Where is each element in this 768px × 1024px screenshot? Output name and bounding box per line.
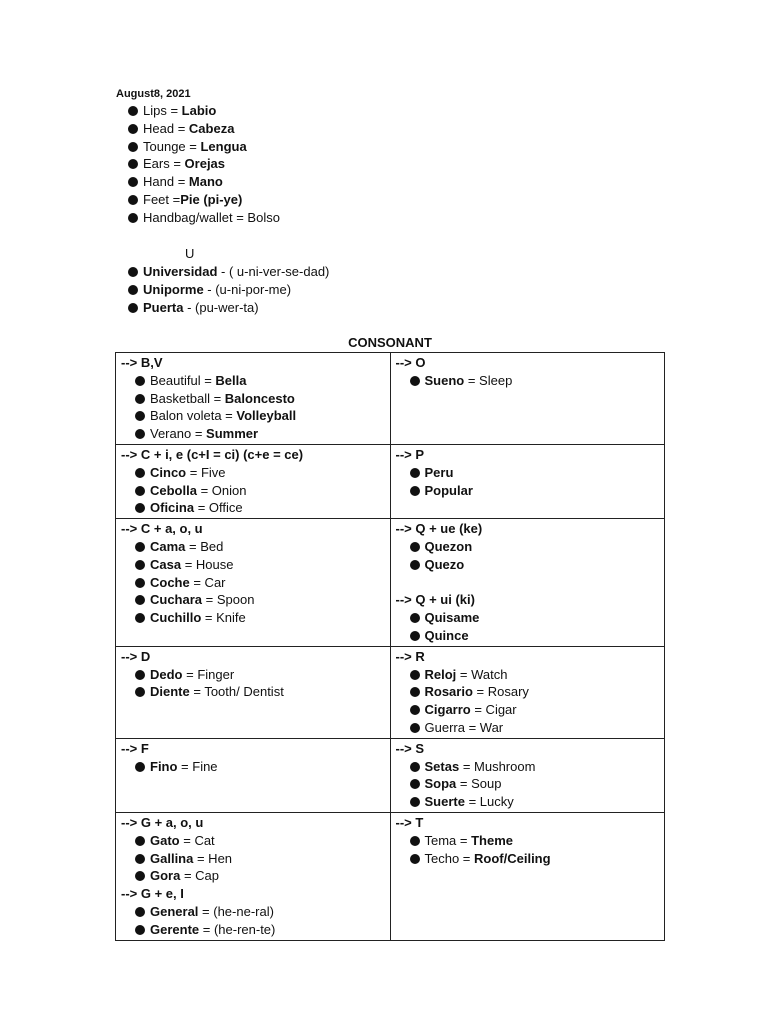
table-cell <box>390 812 665 940</box>
list-item: Cuchara = Spoon <box>135 591 386 609</box>
word-list <box>410 758 661 811</box>
list-item: Balon voleta = Volleyball <box>135 407 386 425</box>
table-cell <box>390 444 665 518</box>
list-item: Peru <box>410 464 661 482</box>
table-row <box>116 646 665 738</box>
list-item: Quezo <box>410 556 661 574</box>
list-item: Cama = Bed <box>135 538 386 556</box>
word-list <box>410 666 661 737</box>
list-item: Cuchillo = Knife <box>135 609 386 627</box>
date-heading: August8, 2021 <box>116 88 191 100</box>
list-item: Quezon <box>410 538 661 556</box>
table-row <box>116 812 665 940</box>
consonant-heading: --> T <box>395 814 424 830</box>
list-item: Head = Cabeza <box>128 120 280 138</box>
list-item: Oficina = Office <box>135 499 386 517</box>
list-item: Sopa = Soup <box>410 775 661 793</box>
table-title: CONSONANT <box>348 335 432 350</box>
list-item: Lips = Labio <box>128 102 280 120</box>
consonant-heading: --> Q + ue (ke) <box>395 521 483 537</box>
list-item: Setas = Mushroom <box>410 758 661 776</box>
table-row <box>116 519 665 647</box>
table-cell <box>116 444 391 518</box>
list-item: Handbag/wallet = Bolso <box>128 209 280 227</box>
consonant-heading: --> G + e, I <box>121 886 184 902</box>
list-item: Quisame <box>410 609 661 627</box>
list-item: Cebolla = Onion <box>135 482 386 500</box>
list-item: Gerente = (he-ren-te) <box>135 921 386 939</box>
spacer <box>396 574 661 592</box>
list-item: Gato = Cat <box>135 832 386 850</box>
list-item: Fino = Fine <box>135 758 386 776</box>
list-item: Popular <box>410 482 661 500</box>
list-item: Cinco = Five <box>135 464 386 482</box>
list-item: Beautiful = Bella <box>135 372 386 390</box>
word-list <box>410 609 661 645</box>
u-letter-label: U <box>185 246 195 261</box>
list-item: Puerta - (pu-wer-ta) <box>128 299 329 317</box>
consonant-heading: --> F <box>121 740 149 756</box>
word-list <box>135 666 386 702</box>
consonant-heading: --> C + i, e (c+I = ci) (c+e = ce) <box>121 446 304 462</box>
table-cell <box>390 353 665 445</box>
table-cell <box>116 353 391 445</box>
consonant-table <box>115 352 665 941</box>
list-item: Tema = Theme <box>410 832 661 850</box>
table-row <box>116 444 665 518</box>
list-item: Reloj = Watch <box>410 666 661 684</box>
table-cell <box>116 519 391 647</box>
word-list <box>410 372 661 390</box>
consonant-heading: --> Q + ui (ki) <box>395 592 475 608</box>
list-item: Quince <box>410 627 661 645</box>
list-item: Rosario = Rosary <box>410 683 661 701</box>
table-row <box>116 738 665 812</box>
table-cell <box>390 519 665 647</box>
list-item: Coche = Car <box>135 574 386 592</box>
list-item: General = (he-ne-ral) <box>135 903 386 921</box>
list-item: Guerra = War <box>410 719 661 737</box>
table-cell <box>116 812 391 940</box>
table-cell <box>116 646 391 738</box>
word-list <box>135 832 386 885</box>
word-list <box>410 832 661 868</box>
list-item: Sueno = Sleep <box>410 372 661 390</box>
word-list <box>410 538 661 574</box>
consonant-heading: --> R <box>395 648 425 664</box>
list-item: Uniporme - (u-ni-por-me) <box>128 281 329 299</box>
list-item: Tounge = Lengua <box>128 138 280 156</box>
list-item: Dedo = Finger <box>135 666 386 684</box>
list-item: Verano = Summer <box>135 425 386 443</box>
table-cell <box>390 738 665 812</box>
list-item: Cigarro = Cigar <box>410 701 661 719</box>
consonant-heading: --> D <box>121 648 151 664</box>
word-list <box>410 464 661 500</box>
consonant-heading: --> C + a, o, u <box>121 521 203 537</box>
list-item: Ears = Orejas <box>128 155 280 173</box>
table-row <box>116 353 665 445</box>
word-list <box>135 464 386 517</box>
list-item: Suerte = Lucky <box>410 793 661 811</box>
table-cell <box>116 738 391 812</box>
list-item: Basketball = Baloncesto <box>135 390 386 408</box>
consonant-heading: --> G + a, o, u <box>121 814 204 830</box>
list-item: Feet =Pie (pi-ye) <box>128 191 280 209</box>
consonant-heading: --> O <box>395 355 426 370</box>
table-cell <box>390 646 665 738</box>
consonant-heading: --> S <box>395 740 425 756</box>
word-list <box>135 903 386 939</box>
word-list <box>135 758 386 776</box>
list-item: Techo = Roof/Ceiling <box>410 850 661 868</box>
list-item: Hand = Mano <box>128 173 280 191</box>
list-item: Gallina = Hen <box>135 850 386 868</box>
list-item: Casa = House <box>135 556 386 574</box>
word-list <box>135 372 386 443</box>
list-item: Diente = Tooth/ Dentist <box>135 683 386 701</box>
body-parts-list <box>128 102 280 227</box>
word-list <box>135 538 386 627</box>
consonant-heading: --> P <box>395 446 425 462</box>
consonant-heading: --> B,V <box>121 355 163 370</box>
u-words-list <box>128 263 329 316</box>
list-item: Gora = Cap <box>135 867 386 885</box>
list-item: Universidad - ( u-ni-ver-se-dad) <box>128 263 329 281</box>
